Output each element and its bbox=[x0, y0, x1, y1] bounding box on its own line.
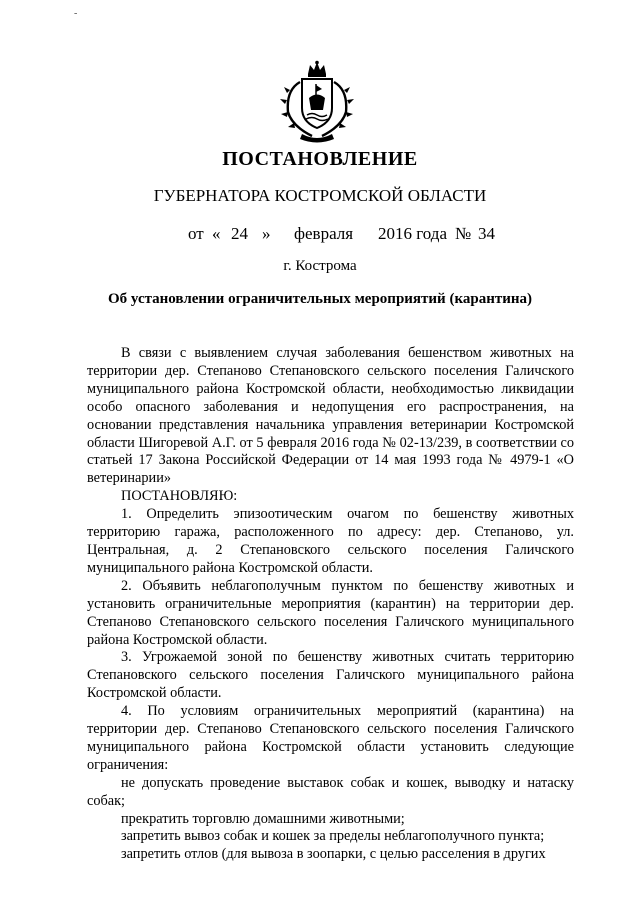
number-sign: № bbox=[455, 224, 472, 243]
clause-3-paragraph: 3. Угрожаемой зоной по бешенству животных считать территорию Степановского сельского поселения Галичского муниципального района Костромской области. bbox=[87, 649, 574, 702]
coat-of-arms-emblem bbox=[272, 60, 362, 144]
document-body bbox=[87, 345, 574, 864]
issuer-subtitle: ГУБЕРНАТОРА КОСТРОМСКОЙ ОБЛАСТИ bbox=[153, 186, 487, 205]
date-month: февраля bbox=[294, 224, 354, 243]
document-heading: Об установлении ограничительных мероприятий (карантина) bbox=[107, 291, 532, 307]
city-line: г. Кострома bbox=[283, 258, 357, 274]
restriction-item: запретить вывоз собак и кошек за пределы неблагополучного пункта; bbox=[121, 828, 545, 845]
clause-2-paragraph: 2. Объявить неблагополучным пунктом по бешенству животных и установить ограничительные мероприятия (карантин) на территории дер. Степаново Степановского сельского поселения Галичского муниципального района Костромской области. bbox=[87, 577, 574, 648]
document-title: ПОСТАНОВЛЕНИЕ bbox=[222, 148, 418, 170]
clause-1-paragraph: 1. Определить эпизоотическим очагом по бешенству животных территорию гаража, расположенного по адресу: дер. Степаново, ул. Центральная, д. 2 Степановского сельского поселения Галичского муниципального района Костромской области. bbox=[87, 506, 574, 576]
restriction-item: запретить отлов (для вывоза в зоопарки, с целью расселения в других bbox=[121, 846, 546, 863]
restriction-item: прекратить торговлю домашними животными; bbox=[121, 810, 405, 827]
clause-4-paragraph: 4. По условиям ограничительных мероприятий (карантина) на территории дер. Степаново Степановского сельского поселения Галичского муниципального района Костромской области установить следующие ограничения: bbox=[87, 703, 574, 773]
document-number: 34 bbox=[478, 224, 495, 243]
date-day: 24 bbox=[231, 224, 248, 243]
date-number-line bbox=[0, 224, 640, 246]
decree-word: ПОСТАНОВЛЯЮ: bbox=[121, 488, 238, 505]
date-prefix: от bbox=[188, 224, 204, 243]
date-open-quote: « bbox=[212, 224, 221, 243]
restriction-item: не допускать проведение выставок собак и кошек, выводку и натаску собак; bbox=[87, 774, 574, 809]
date-close-quote: » bbox=[262, 224, 271, 243]
preamble-paragraph: В связи с выявлением случая заболевания бешенством животных на территории дер. Степаново Степановского сельского поселения Галичского муниципального района Костромской области, необходимостью ликвидации особо опасного заболевания и недопущения его распространения, на основании представления начальника управления ветеринарии Костромской области Шигоревой А.Г. от 5 февраля 2016 года № 02-13/239, в соответствии со статьей 17 Закона Российской Федерации от 14 мая 1993 года № 4979-1 «О ветеринарии» bbox=[87, 345, 574, 487]
date-year: 2016 года bbox=[378, 224, 448, 243]
corner-mark: - bbox=[74, 8, 78, 19]
